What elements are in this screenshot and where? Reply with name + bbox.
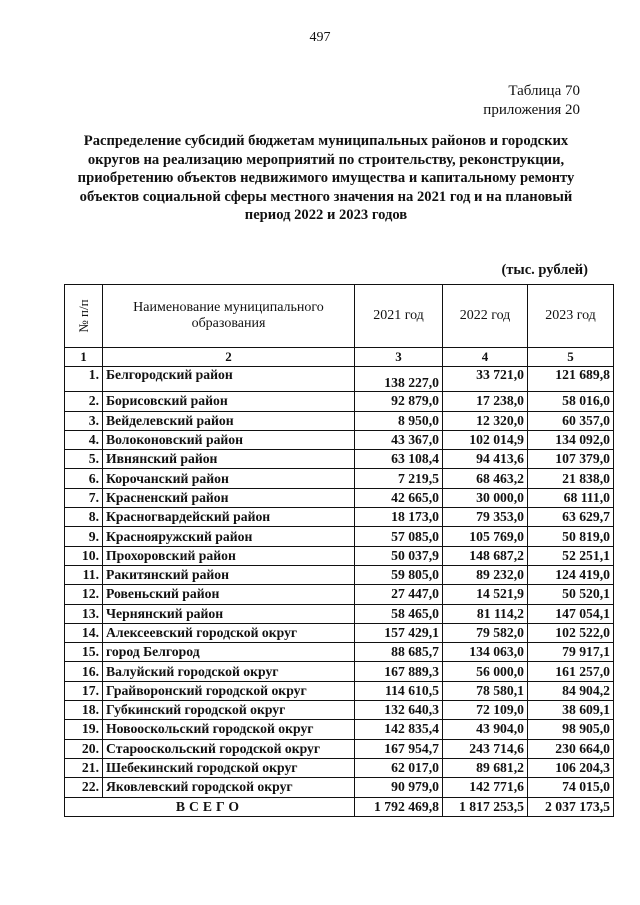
column-index: 2 [103, 348, 355, 367]
value-2022: 43 904,0 [443, 720, 528, 739]
row-number: 5. [65, 450, 103, 469]
value-2022: 79 582,0 [443, 623, 528, 642]
value-2023: 161 257,0 [528, 662, 614, 681]
value-2022: 142 771,6 [443, 778, 528, 797]
value-2021: 90 979,0 [355, 778, 443, 797]
value-2023: 124 419,0 [528, 565, 614, 584]
district-name: Чернянский район [103, 604, 355, 623]
table-label [483, 82, 580, 120]
value-2023: 107 379,0 [528, 450, 614, 469]
header-name-line1: Наименование муниципального [133, 300, 324, 315]
row-number: 22. [65, 778, 103, 797]
header-num-text: № п/п [75, 299, 91, 333]
table-row [65, 720, 614, 739]
value-2023: 21 838,0 [528, 469, 614, 488]
value-2021: 43 367,0 [355, 430, 443, 449]
value-2021: 142 835,4 [355, 720, 443, 739]
district-name: Валуйский городской округ [103, 662, 355, 681]
table-body [65, 367, 614, 797]
table-row [65, 681, 614, 700]
value-2023: 50 520,1 [528, 585, 614, 604]
title-line: округов на реализацию мероприятий по строительству, реконструкции, [87, 151, 565, 168]
district-name: Волоконовский район [103, 430, 355, 449]
value-2022: 102 014,9 [443, 430, 528, 449]
row-number: 1. [65, 367, 103, 392]
total-row [65, 797, 614, 816]
value-2023: 147 054,1 [528, 604, 614, 623]
value-2023: 68 111,0 [528, 488, 614, 507]
title-line: Распределение субсидий бюджетам муниципальных районов и городских [83, 133, 569, 149]
table-row [65, 623, 614, 642]
row-number: 6. [65, 469, 103, 488]
value-2021: 157 429,1 [355, 623, 443, 642]
value-2022: 30 000,0 [443, 488, 528, 507]
value-2023: 63 629,7 [528, 508, 614, 527]
row-number: 20. [65, 739, 103, 758]
row-number: 4. [65, 430, 103, 449]
value-2021: 167 954,7 [355, 739, 443, 758]
row-number: 3. [65, 411, 103, 430]
value-2021: 18 173,0 [355, 508, 443, 527]
subsidies-table [64, 284, 614, 817]
table-row [65, 643, 614, 662]
table-row [65, 469, 614, 488]
value-2022: 56 000,0 [443, 662, 528, 681]
table-row [65, 392, 614, 411]
table-row [65, 758, 614, 777]
value-2022: 81 114,2 [443, 604, 528, 623]
district-name: Борисовский район [103, 392, 355, 411]
value-2022: 94 413,6 [443, 450, 528, 469]
district-name: Корочанский район [103, 469, 355, 488]
value-2021: 92 879,0 [355, 392, 443, 411]
header-2023: 2023 год [528, 285, 614, 348]
document-title [64, 132, 588, 225]
value-2022: 89 232,0 [443, 565, 528, 584]
value-2021: 59 805,0 [355, 565, 443, 584]
value-2021: 7 219,5 [355, 469, 443, 488]
table-row [65, 430, 614, 449]
total-2021: 1 792 469,8 [355, 797, 443, 816]
value-2023: 106 204,3 [528, 758, 614, 777]
table-row [65, 488, 614, 507]
table-label-line1: Таблица 70 [508, 83, 580, 99]
column-index-row [65, 348, 614, 367]
value-2023: 102 522,0 [528, 623, 614, 642]
table-row [65, 527, 614, 546]
value-2021: 58 465,0 [355, 604, 443, 623]
row-number: 8. [65, 508, 103, 527]
value-2022: 105 769,0 [443, 527, 528, 546]
row-number: 15. [65, 643, 103, 662]
district-name: Алексеевский городской округ [103, 623, 355, 642]
title-line: приобретению объектов недвижимого имущества и капитальному ремонту [77, 170, 575, 186]
district-name: Старооскольский городской округ [103, 739, 355, 758]
district-name: Яковлевский городской округ [103, 778, 355, 797]
value-2023: 79 917,1 [528, 643, 614, 662]
column-index: 1 [65, 348, 103, 367]
row-number: 16. [65, 662, 103, 681]
table-row [65, 450, 614, 469]
value-2021: 167 889,3 [355, 662, 443, 681]
value-2022: 68 463,2 [443, 469, 528, 488]
value-2021: 63 108,4 [355, 450, 443, 469]
units-label: (тыс. рублей) [501, 262, 588, 278]
value-2023: 134 092,0 [528, 430, 614, 449]
district-name: Губкинский городской округ [103, 701, 355, 720]
value-2023: 230 664,0 [528, 739, 614, 758]
value-2021: 8 950,0 [355, 411, 443, 430]
row-number: 21. [65, 758, 103, 777]
table-row [65, 546, 614, 565]
district-name: Новооскольский городской округ [103, 720, 355, 739]
district-name: город Белгород [103, 643, 355, 662]
district-name: Ивнянский район [103, 450, 355, 469]
table-row [65, 604, 614, 623]
row-number: 13. [65, 604, 103, 623]
row-number: 2. [65, 392, 103, 411]
value-2022: 14 521,9 [443, 585, 528, 604]
table-row [65, 565, 614, 584]
table-row [65, 585, 614, 604]
value-2022: 78 580,1 [443, 681, 528, 700]
value-2021: 57 085,0 [355, 527, 443, 546]
district-name: Красненский район [103, 488, 355, 507]
table-row [65, 508, 614, 527]
value-2023: 74 015,0 [528, 778, 614, 797]
value-2022: 72 109,0 [443, 701, 528, 720]
value-2022: 17 238,0 [443, 392, 528, 411]
district-name: Грайворонский городской округ [103, 681, 355, 700]
value-2023: 50 819,0 [528, 527, 614, 546]
district-name: Вейделевский район [103, 411, 355, 430]
title-line: период 2022 и 2023 годов [244, 207, 408, 223]
value-2021: 62 017,0 [355, 758, 443, 777]
table-row [65, 701, 614, 720]
value-2022: 243 714,6 [443, 739, 528, 758]
value-2023: 58 016,0 [528, 392, 614, 411]
row-number: 19. [65, 720, 103, 739]
table-row [65, 411, 614, 430]
value-2021: 27 447,0 [355, 585, 443, 604]
total-label: ВСЕГО [65, 797, 355, 816]
header-2022: 2022 год [443, 285, 528, 348]
table-row [65, 367, 614, 392]
table-row [65, 778, 614, 797]
value-2023: 60 357,0 [528, 411, 614, 430]
value-2021: 50 037,9 [355, 546, 443, 565]
row-number: 14. [65, 623, 103, 642]
value-2022: 134 063,0 [443, 643, 528, 662]
row-number: 12. [65, 585, 103, 604]
header-name [103, 285, 355, 348]
header-2021: 2021 год [355, 285, 443, 348]
row-number: 18. [65, 701, 103, 720]
value-2023: 84 904,2 [528, 681, 614, 700]
row-number: 7. [65, 488, 103, 507]
value-2021: 132 640,3 [355, 701, 443, 720]
value-2023: 98 905,0 [528, 720, 614, 739]
district-name: Прохоровский район [103, 546, 355, 565]
value-2022: 148 687,2 [443, 546, 528, 565]
row-number: 11. [65, 565, 103, 584]
table-row [65, 739, 614, 758]
row-number: 10. [65, 546, 103, 565]
header-name-line2: образования [191, 316, 266, 331]
value-2021: 88 685,7 [355, 643, 443, 662]
district-name: Краснояружский район [103, 527, 355, 546]
page-number: 497 [309, 30, 331, 45]
value-2023: 38 609,1 [528, 701, 614, 720]
value-2022: 79 353,0 [443, 508, 528, 527]
table-row [65, 662, 614, 681]
column-index: 3 [355, 348, 443, 367]
value-2022: 33 721,0 [443, 367, 528, 392]
value-2021: 42 665,0 [355, 488, 443, 507]
value-2022: 89 681,2 [443, 758, 528, 777]
table-label-line2: приложения 20 [483, 102, 580, 118]
total-2023: 2 037 173,5 [528, 797, 614, 816]
value-2022: 12 320,0 [443, 411, 528, 430]
district-name: Красногвардейский район [103, 508, 355, 527]
total-2022: 1 817 253,5 [443, 797, 528, 816]
header-row [65, 285, 614, 348]
district-name: Шебекинский городской округ [103, 758, 355, 777]
row-number: 9. [65, 527, 103, 546]
district-name: Ровеньский район [103, 585, 355, 604]
row-number: 17. [65, 681, 103, 700]
value-2021: 138 227,0 [355, 367, 443, 392]
value-2021: 114 610,5 [355, 681, 443, 700]
district-name: Белгородский район [103, 367, 355, 392]
value-2023: 121 689,8 [528, 367, 614, 392]
value-2023: 52 251,1 [528, 546, 614, 565]
title-line: объектов социальной сферы местного значения на 2021 год и на плановый [79, 188, 573, 205]
column-index: 4 [443, 348, 528, 367]
column-index: 5 [528, 348, 614, 367]
district-name: Ракитянский район [103, 565, 355, 584]
header-num [65, 285, 103, 348]
